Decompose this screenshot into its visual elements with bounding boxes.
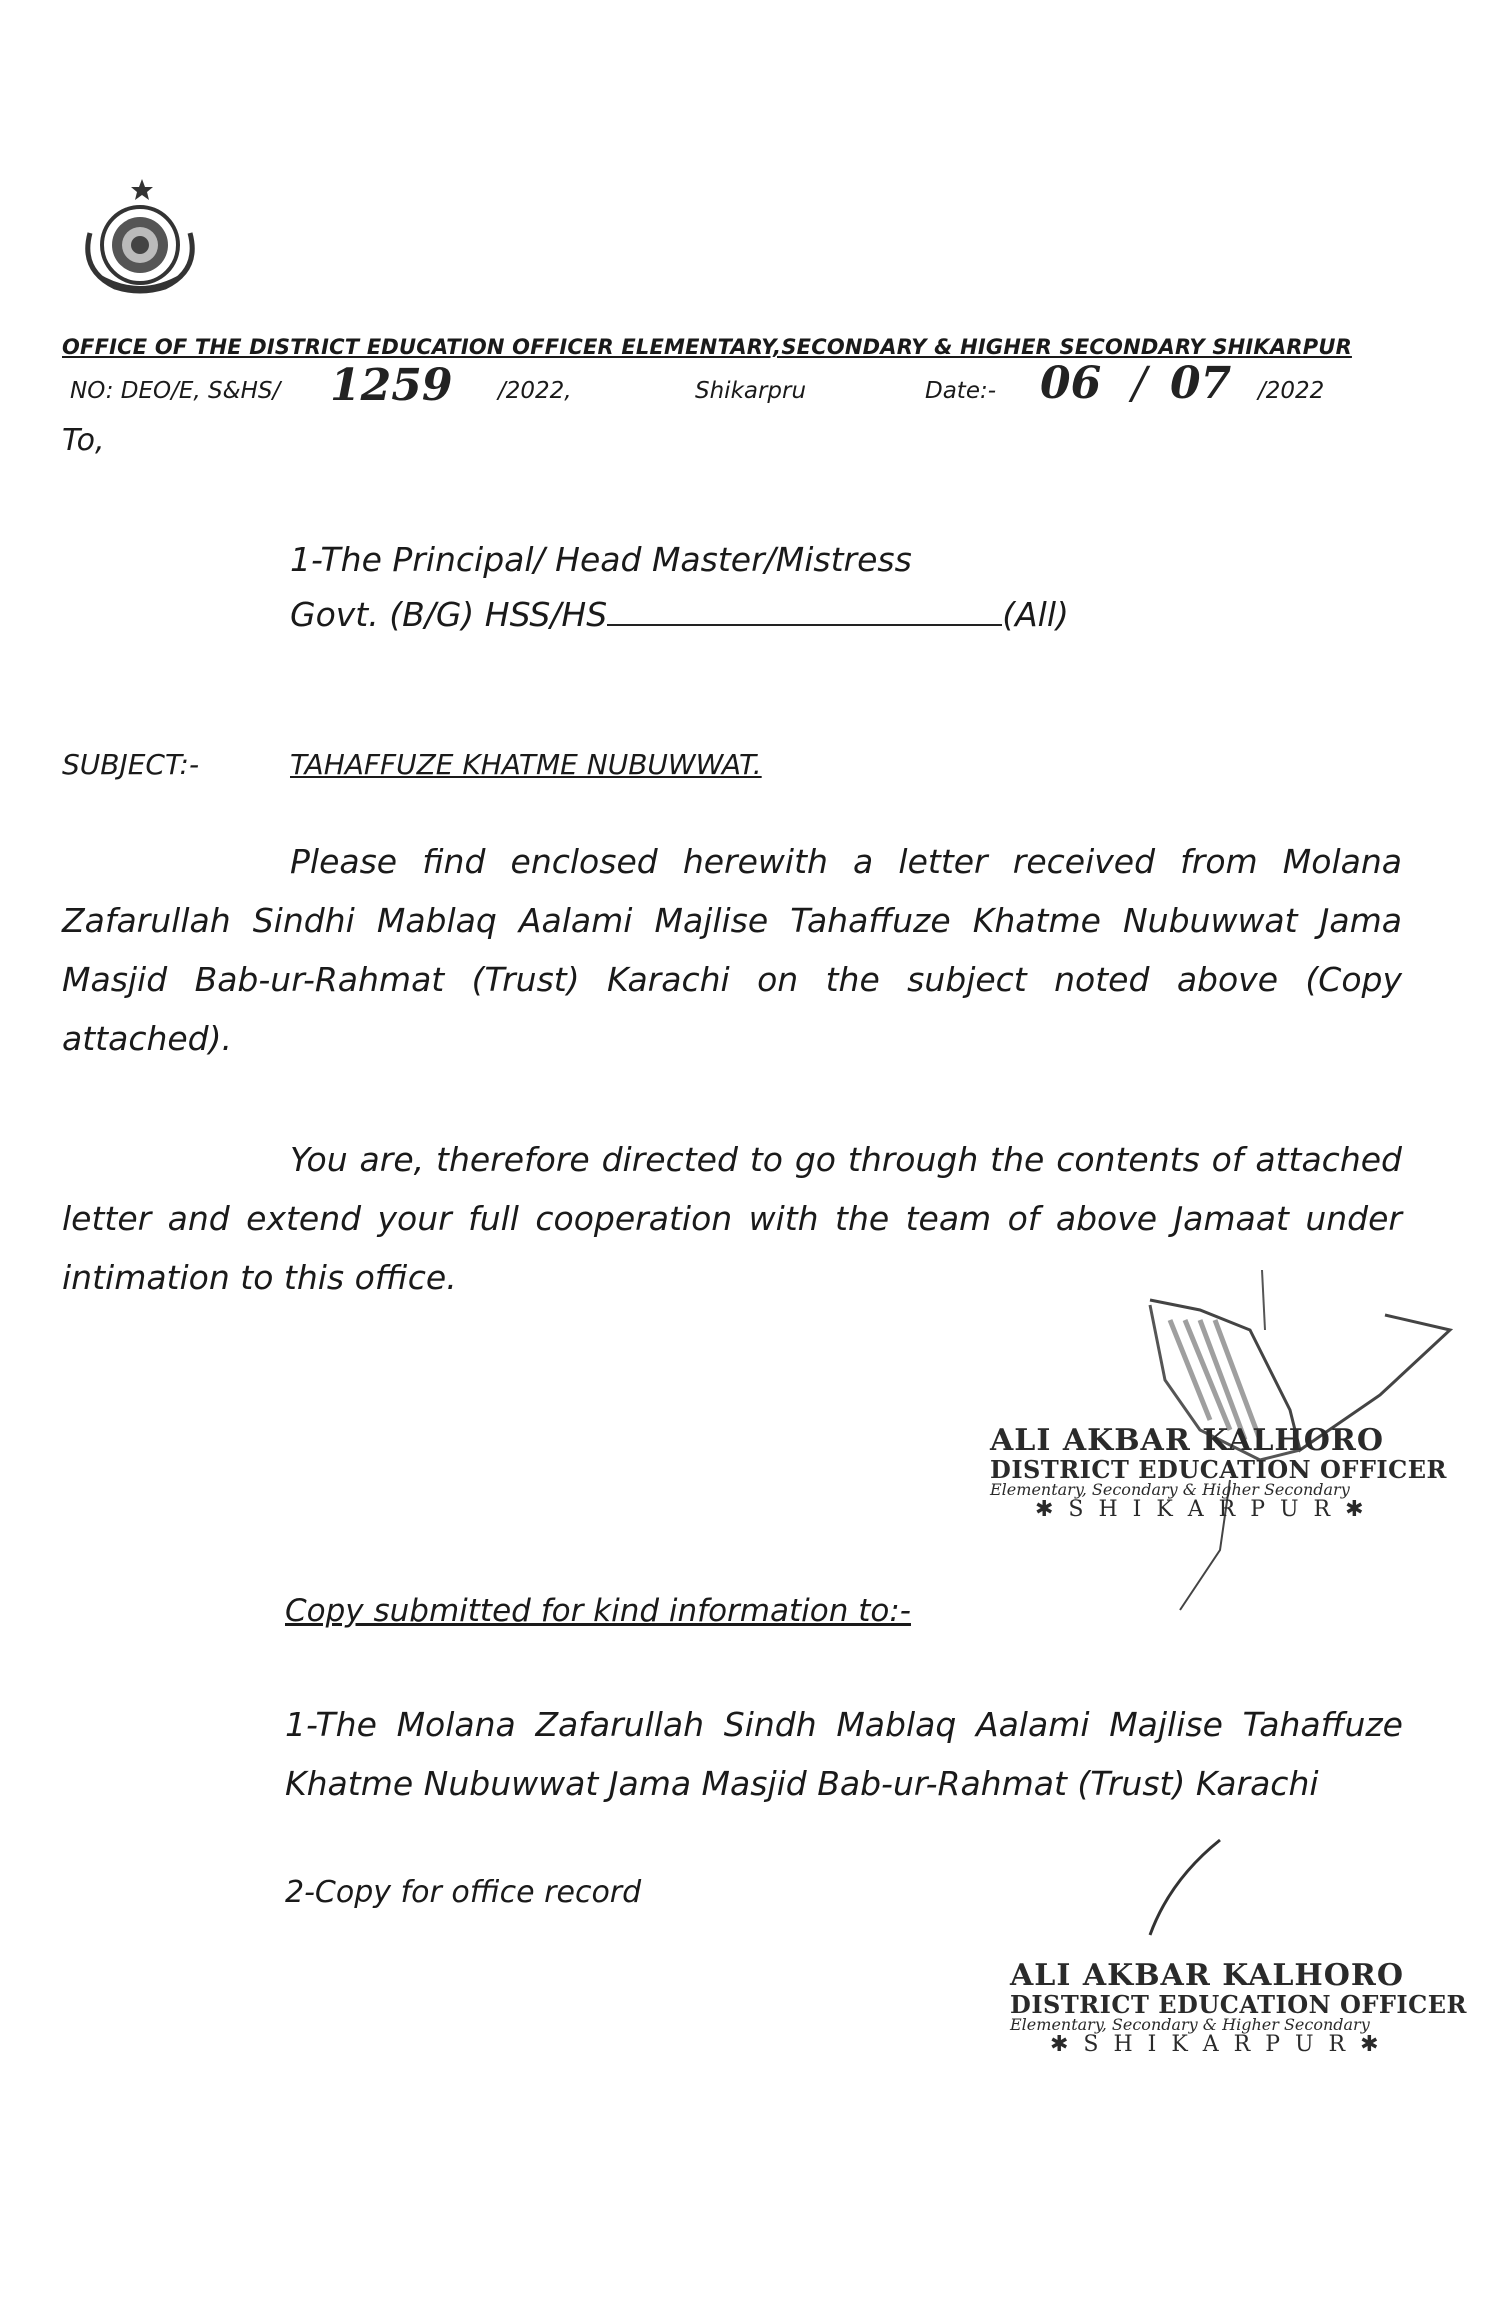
date-month-handwritten: 07 [1170,358,1232,409]
reference-year: /2022, [498,378,572,404]
stamp-1-name: ALI AKBAR KALHORO [990,1423,1384,1458]
date-label: Date:- [925,378,997,404]
stamp-1-title: DISTRICT EDUCATION OFFICER [990,1454,1447,1484]
body-paragraph-2-text: You are, therefore directed to go through the contents of attached letter and extend your full cooperation with the team of above Jamaat under intimation to this office. [62,1140,1402,1297]
body-paragraph-1-text: Please find enclosed herewith a letter received from Molana Zafarullah Sindhi Mablaq Aalami Majlise Tahaffuze Khatme Nubuwwat Jama Masjid Bab-ur-Rahmat (Trust) Karachi on the subject noted above (Copy attached). [62,842,1402,1058]
official-stamp-1 [990,1425,1447,1522]
reference-number-handwritten: 1259 [330,360,453,411]
official-stamp-2 [1010,1960,1467,2057]
copy-header: Copy submitted for kind information to:- [285,1593,911,1629]
date-separator: / [1132,358,1147,409]
date-year: /2022 [1258,378,1325,404]
date-day-handwritten: 06 [1040,358,1102,409]
reference-number-label: NO: DEO/E, S&HS/ [70,378,281,404]
addressee-all: (All) [1002,595,1069,634]
to-label: To, [62,423,105,458]
stamp-2-place: ✱ S H I K A R P U R ✱ [1050,2032,1383,2058]
stamp-2-title: DISTRICT EDUCATION OFFICER [1010,1989,1467,2019]
stamp-1-place: ✱ S H I K A R P U R ✱ [1035,1497,1368,1523]
addressee-line-1: 1-The Principal/ Head Master/Mistress [290,540,912,579]
stamp-2-name: ALI AKBAR KALHORO [1010,1958,1404,1993]
place-name: Shikarpru [695,378,807,404]
subject-value: TAHAFFUZE KHATME NUBUWWAT. [290,748,762,781]
copy-item-2: 2-Copy for office record [285,1875,642,1910]
copy-item-1: 1-The Molana Zafarullah Sindh Mablaq Aalami Majlise Tahaffuze Khatme Nubuwwat Jama Masjid Bab-ur-Rahmat (Trust) Karachi [285,1705,1403,1803]
stamp-2-sub: Elementary, Secondary & Higher Secondary [1010,2014,1370,2034]
office-header: OFFICE OF THE DISTRICT EDUCATION OFFICER ELEMENTARY,SECONDARY & HIGHER SECONDARY SHIKARPUR [62,335,1352,359]
addressee-school-type: Govt. (B/G) HSS/HS [290,595,608,634]
subject-label: SUBJECT:- [62,748,200,781]
stamp-1-sub: Elementary, Secondary & Higher Secondary [990,1479,1350,1499]
